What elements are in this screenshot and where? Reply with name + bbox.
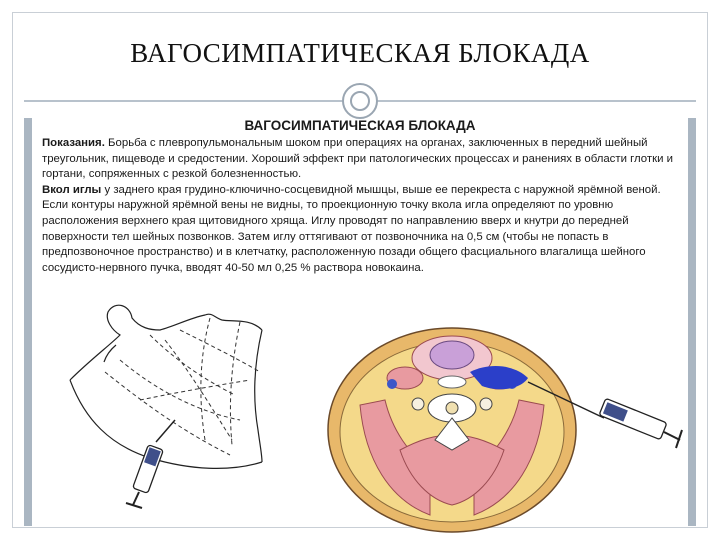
injection-text: у заднего края грудино-ключично-сосцевидной мышцы, выше ее перекреста с наружной ярёмной веной. Если контуры наружной ярёмной вены не видны, то проекционную точку вкола игла определяют по уровню расположения верхнего края щитовидного хряща. Иглу проводят по направлению вверх и кнутри до передней поверхности тел шейных позвонков. Затем иглу оттягивают от позвоночника на 0,5 см (чтобы не попасть в предпозвоночное пространство) и в клетчатку, расположенную позади общего фасциального влагалища шейного сосудисто-нервного пучка, вводят 40-50 мл 0,25 % раствора новокаина.	[42, 183, 661, 274]
indications-label: Показания.	[42, 137, 105, 149]
document-heading: ВАГОСИМПАТИЧЕСКАЯ БЛОКАДА	[244, 118, 476, 133]
cross-section	[328, 328, 576, 532]
indications-text: Борьба с плевропульмональным шоком при операциях на органах, заключенных в передний шейный треугольник, пищеводе и средостении. Хороший эффект при патологических процессах и ранениях в области глотки и гортани, сопряженных с резкой болезненностью.	[42, 137, 673, 181]
injection-label: Вкол иглы	[42, 183, 102, 196]
slide-title: ВАГОСИМПАТИЧЕСКАЯ БЛОКАДА	[130, 38, 590, 68]
